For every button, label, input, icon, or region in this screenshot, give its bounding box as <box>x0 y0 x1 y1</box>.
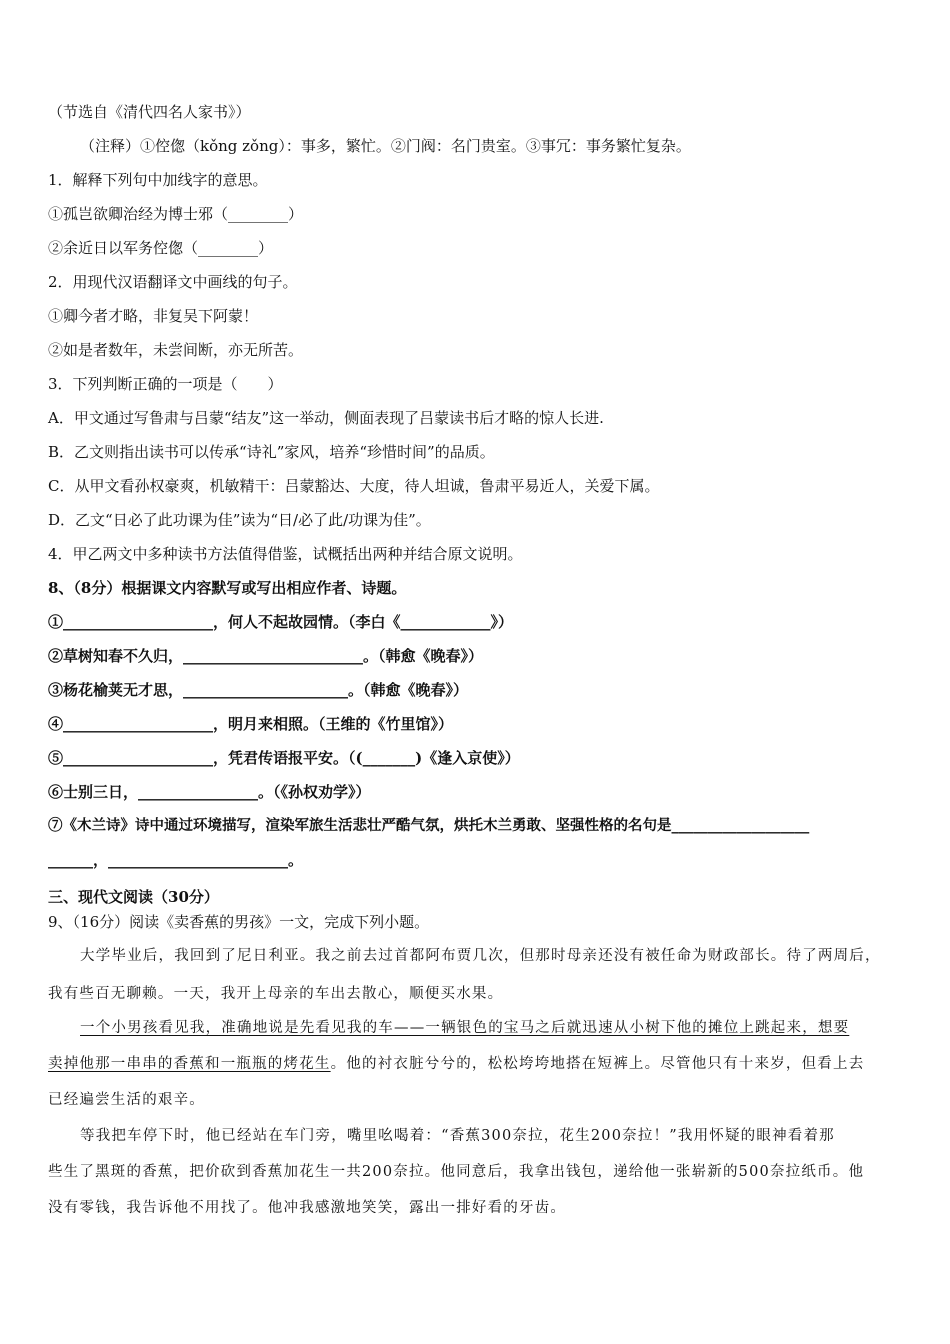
underlined-sentence-end: 卖掉他那一串串的香蕉和一瓶瓶的烤花生 <box>48 1056 331 1072</box>
source-line: （节选自《清代四名人家书》） <box>48 103 251 121</box>
passage-paragraph-1-line-2: 我有些百无聊赖。一天，我开上母亲的车出去散心，顺便买水果。 <box>48 986 504 1002</box>
passage-paragraph-3-line-1: 等我把车停下时，他已经站在车门旁，嘴里吆喝着：“香蕉300奈拉，花生200奈拉！”我用怀疑的眼神看着那 <box>80 1128 835 1144</box>
question-8-item-1: ①____________________，何人不起故园情。（李白《____________》） <box>48 613 514 631</box>
question-8-title: 8、（8分）根据课文内容默写或写出相应作者、诗题。 <box>48 579 407 597</box>
question-2-item-b: ②如是者数年，未尝间断，亦无所苦。 <box>48 341 304 359</box>
passage-paragraph-2-line-2 <box>48 1054 864 1074</box>
question-2-item-a: ①卿今者才略，非复吴下阿蒙！ <box>48 307 259 325</box>
passage-paragraph-1-line-1: 大学毕业后，我回到了尼日利亚。我之前去过首都阿布贾几次，但那时母亲还没有被任命为财政部长。待了两周后， <box>80 948 881 964</box>
question-3-option-b: B．乙文则指出读书可以传承“诗礼”家风，培养“珍惜时间”的品质。 <box>48 443 495 461</box>
question-1-item-a: ①孤岂欲卿治经为博士邪（________） <box>48 205 304 223</box>
question-8-item-2: ②草树知春不久归，________________________。（韩愈《晚春》） <box>48 647 484 665</box>
question-8-item-7: ⑦《木兰诗》诗中通过环境描写，渲染军旅生活悲壮严酷气氛，烘托木兰勇敢、坚强性格的名句是___________________ <box>48 817 810 834</box>
passage-paragraph-3-line-3: 没有零钱，我告诉他不用找了。他冲我感激地笑笑，露出一排好看的牙齿。 <box>48 1200 567 1216</box>
question-2: 2．用现代汉语翻译文中画线的句子。 <box>48 273 298 291</box>
annotation-note: （注释）①倥偬（kǒng zǒng）：事多，繁忙。②门阀：名门贵室。③事冗：事务繁忙复杂。 <box>80 137 691 155</box>
question-9: 9、（16分）阅读《卖香蕉的男孩》一文，完成下列小题。 <box>48 913 430 931</box>
question-8-item-4: ④____________________，明月来相照。（王维的《竹里馆》） <box>48 715 454 733</box>
passage-paragraph-2-line-1: 一个小男孩看见我，准确地说是先看见我的车——一辆银色的宝马之后就迅速从小树下他的摊位上跳起来，想要 <box>80 1020 850 1036</box>
question-4: 4．甲乙两文中多种读书方法值得借鉴，试概括出两种并结合原文说明。 <box>48 545 523 563</box>
paragraph-2-line-2-rest: 。他的衬衣脏兮兮的，松松垮垮地搭在短裤上。尽管他只有十来岁，但看上去 <box>330 1056 865 1072</box>
question-3-option-a: A．甲文通过写鲁肃与吕蒙“结友”这一举动，侧面表现了吕蒙读书后才略的惊人长进. <box>48 409 604 427</box>
question-8-item-5: ⑤____________________，凭君传语报平安。（(_______)《逢入京使》） <box>48 749 520 767</box>
question-8-item-3: ③杨花榆荚无才思，______________________。（韩愈《晚春》） <box>48 681 469 699</box>
question-3-option-c: C．从甲文看孙权豪爽，机敏精干：吕蒙豁达、大度，待人坦诚，鲁肃平易近人，关爱下属。 <box>48 477 660 495</box>
question-8-item-7-continued: ______，________________________。 <box>48 851 304 869</box>
question-3: 3．下列判断正确的一项是（ ） <box>48 375 283 393</box>
passage-paragraph-3-line-2: 些生了黑斑的香蕉，把价砍到香蕉加花生一共200奈拉。他同意后，我拿出钱包，递给他一张崭新的500奈拉纸币。他 <box>48 1164 865 1180</box>
question-3-option-d: D．乙文“日必了此功课为佳”读为“日/必了此/功课为佳”。 <box>48 511 431 529</box>
question-8-item-6: ⑥士别三日，________________。（《孙权劝学》） <box>48 783 371 801</box>
section-3-heading: 三、现代文阅读（30分） <box>48 888 219 906</box>
question-1: 1．解释下列句中加线字的意思。 <box>48 171 268 189</box>
question-1-item-b: ②余近日以军务倥偬（________） <box>48 239 274 257</box>
passage-paragraph-2-line-3: 已经遍尝生活的艰辛。 <box>48 1092 205 1108</box>
